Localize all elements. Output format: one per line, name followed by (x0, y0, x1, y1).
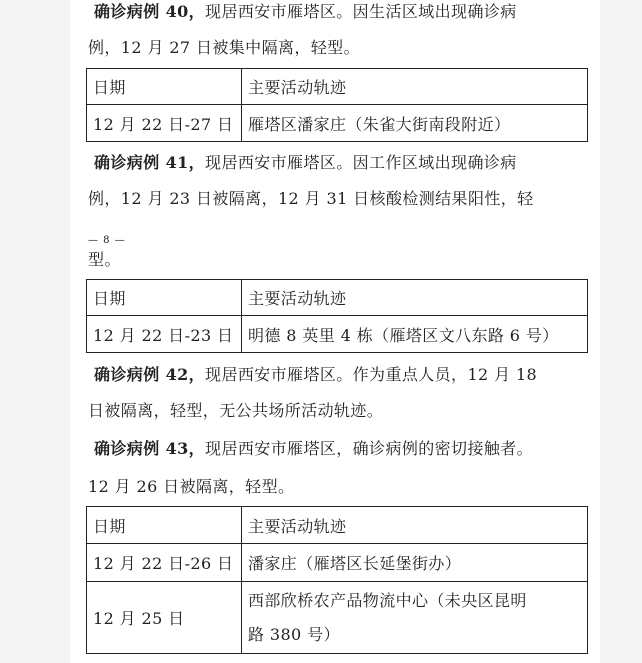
document-page (70, 0, 600, 663)
table-header-row (87, 280, 588, 316)
table-cell-date: 12 月 22 日-26 日 (87, 544, 242, 582)
case41-title: 确诊病例 41， (94, 153, 206, 172)
table-cell-track: 明德 8 英里 4 栋（雁塔区文八东路 6 号） (242, 316, 588, 353)
table-header-date: 日期 (87, 507, 242, 544)
table-header-track: 主要活动轨迹 (242, 69, 588, 105)
case42-line2: 日被隔离，轻型，无公共场所活动轨迹。 (88, 401, 384, 420)
case40-line1 (94, 2, 594, 22)
case40-line2: 例，12 月 27 日被集中隔离，轻型。 (88, 38, 360, 57)
case43-table (86, 506, 588, 654)
case41-line3: 型。 (88, 250, 121, 269)
table-cell-track-line2: 路 380 号） (248, 624, 340, 644)
case43-line1 (94, 439, 594, 459)
case41-table (86, 279, 588, 353)
case41-line2: 例，12 月 23 日被隔离，12 月 31 日核酸检测结果阳性，轻 (88, 189, 534, 208)
case40-table (86, 68, 588, 142)
table-header-track: 主要活动轨迹 (242, 507, 588, 544)
table-row (87, 582, 588, 654)
page-number: — 8 — (88, 235, 126, 246)
case42-title: 确诊病例 42， (94, 365, 206, 384)
table-cell-track (242, 582, 588, 654)
table-header-track: 主要活动轨迹 (242, 280, 588, 316)
table-header-date: 日期 (87, 280, 242, 316)
case41-line1 (94, 153, 594, 173)
table-header-date: 日期 (87, 69, 242, 105)
table-cell-track: 雁塔区潘家庄（朱雀大街南段附近） (242, 105, 588, 142)
table-cell-date: 12 月 22 日-27 日 (87, 105, 242, 142)
table-row (87, 544, 588, 582)
case41-text1: 现居西安市雁塔区。因工作区域出现确诊病 (205, 153, 517, 172)
table-cell-track: 潘家庄（雁塔区长延堡街办） (242, 544, 588, 582)
table-cell-date: 12 月 25 日 (87, 582, 242, 654)
table-row (87, 316, 588, 353)
case40-text1: 现居西安市雁塔区。因生活区域出现确诊病 (205, 2, 517, 21)
case42-text1: 现居西安市雁塔区。作为重点人员，12 月 18 (205, 365, 538, 384)
case40-title: 确诊病例 40， (94, 2, 206, 21)
table-cell-date: 12 月 22 日-23 日 (87, 316, 242, 353)
table-row (87, 105, 588, 142)
case43-title: 确诊病例 43， (94, 439, 206, 458)
case43-line2: 12 月 26 日被隔离，轻型。 (88, 477, 295, 496)
case42-line1 (94, 365, 594, 385)
page-margin-left (0, 0, 70, 663)
page-margin-right (600, 0, 642, 663)
table-header-row (87, 507, 588, 544)
table-cell-track-line1: 西部欣桥农产品物流中心（未央区昆明 (248, 590, 527, 610)
table-header-row (87, 69, 588, 105)
case43-text1: 现居西安市雁塔区，确诊病例的密切接触者。 (205, 439, 534, 458)
